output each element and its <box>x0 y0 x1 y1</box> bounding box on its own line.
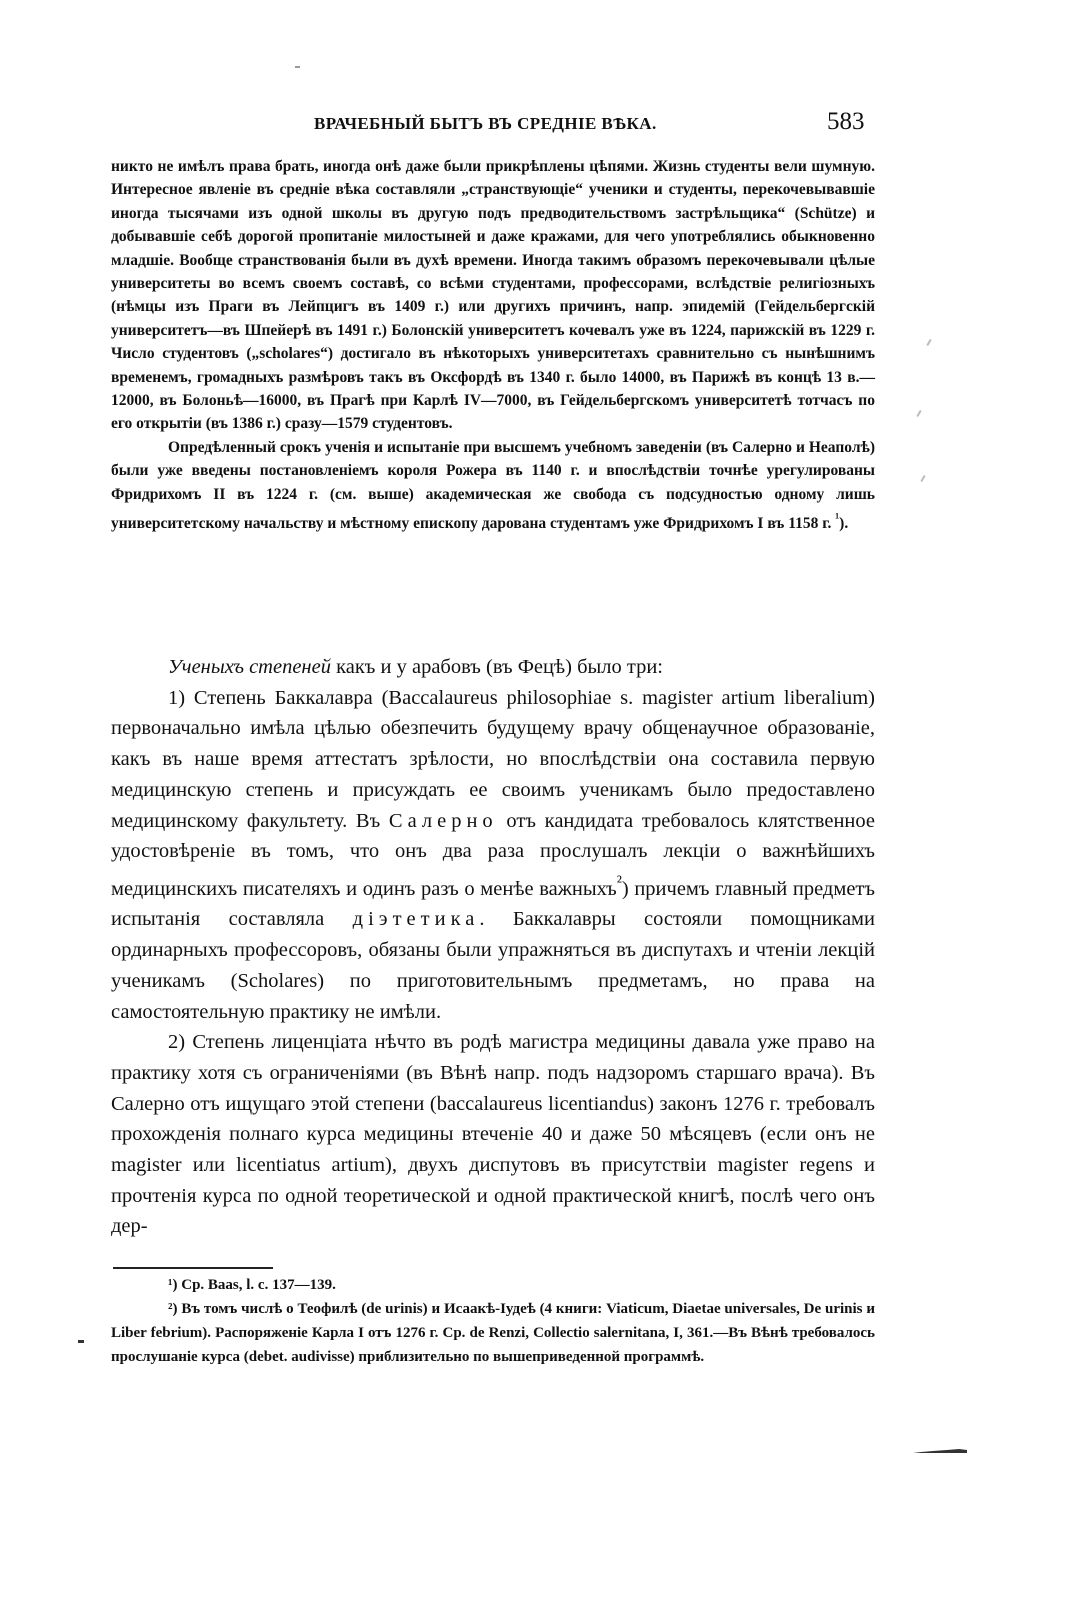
margin-dash-mark <box>78 1340 84 1343</box>
item-1-paragraph: 1) Степень Баккалавра (Baccalaureus philosophiae s. magister artium liberalium) первоначально имѣла цѣлью обезпечить будущему врачу общенаучное образованіе, какъ въ наше время аттестатъ зрѣлости, но впослѣдствіи она составила первую медицинскую степень и присуждать ее своимъ ученикамъ было предоставлено медицинскому факультету. Въ Салерно отъ кандидата требовалось клятственное удостовѣреніе въ томъ, что онъ два раза прослушалъ лекціи о важнѣйшихъ медицинскихъ писателяхъ и одинъ разъ о менѣе важныхъ$^{^2}$) причемъ главный предметъ испытанія составляла діэтетика. Баккалавры состояли помощниками ординарныхъ профессоровъ, обязаны были упражняться въ диспутахъ и чтеніи лекцій ученикамъ (Scholares) по приготовительнымъ предметамъ, но права на самостоятельную практику не имѣли. <box>111 686 875 1023</box>
small-paragraph-1: никто не имѣлъ права брать, иногда онѣ даже были прикрѣплены цѣпями. Жизнь студенты вели шумную. Интересное явленіе въ средніе вѣка составляли „странствующіе“ ученики и студенты, перекочевывавшіе иногда тысячами изъ одной школы въ другую подъ предводительствомъ застрѣльщика“ (Schütze) и добывавшіе себѣ дорогой пропитаніе милостыней и даже кражами, для чего употреблялись обыкновенно младшіе. Вообще странствованія были въ духѣ времени. Иногда такимъ образомъ перекочевывали цѣлые университеты во всемъ своемъ составѣ, со всѣми студентами, профессорами, вслѣдствіе религіозныхъ (нѣмцы изъ Праги въ Лейпцигъ въ 1409 г.) или другихъ причинъ, напр. эпидемій (Гейдельбергскій университетъ—въ Шпейерѣ въ 1491 г.) Болонскій университетъ кочевалъ уже въ 1224, парижскій въ 1229 г. Число студентовъ („scholares“) достигало въ нѣкоторыхъ университетахъ сравнительно съ нынѣшнимъ временемъ, громадныхъ размѣровъ такъ въ Оксфордѣ въ 1340 г. было 14000, въ Парижѣ въ концѣ 13 в.—12000, въ Болоньѣ—16000, въ Прагѣ при Карлѣ IV—7000, въ Гейдельбергскомъ университетѣ тотчасъ по его открытіи (въ 1386 г.) сразу—1579 студентовъ. <box>111 158 875 433</box>
footnote-ref-1: ¹ <box>835 510 840 526</box>
item-1-after-note: причемъ главный предметъ испытанія составляла <box>111 877 875 931</box>
intro-paragraph <box>111 652 875 683</box>
margin-mark-1 <box>926 339 931 346</box>
footnote-1 <box>111 1273 875 1297</box>
footnote-2 <box>111 1297 875 1369</box>
item-1-end: . Баккалавры состояли помощниками ординарныхъ профессоровъ, обязаны были упражняться въ диспутахъ и чтеніи лекцій ученикамъ (Scholares) по приготовительнымъ предметамъ, но права на самостоятельную практику не имѣли. <box>111 908 875 1023</box>
intro-italic: Ученыхъ степеней <box>168 656 331 678</box>
intro-rest: какъ и у арабовъ (въ Фецѣ) было три: <box>330 656 664 678</box>
margin-mark-2 <box>916 410 921 417</box>
footnote-2-text: Въ томъ числѣ о Теофилѣ (de urinis) и Исаакѣ-Іудеѣ (4 книги: Viaticum, Diaetae universales, De urinis и Liber febrium). Распоряженіе Карла I отъ 1276 г. Ср. de Renzi, Collectio salernitana, I, 361.—Въ Вѣнѣ требовалось прослушаніе курса (debet. audivisse) приблизительно по вышеприведенной программѣ. <box>111 1301 875 1365</box>
footnote-1-mark: ¹) <box>168 1277 178 1293</box>
ink-smudge <box>913 1448 967 1454</box>
margin-mark-3 <box>920 475 925 482</box>
item-1-middle: отъ кандидата требовалось клятственное удостовѣреніе въ томъ, что онъ два раза прослушалъ лекціи о важнѣйшихъ медицинскихъ писателяхъ и одинъ разъ о менѣе важныхъ <box>111 809 875 900</box>
page-number: 583 <box>827 108 865 135</box>
footnote-2-mark: ²) <box>168 1301 178 1317</box>
footnote-1-text: Ср. Baas, l. c. 137—139. <box>177 1277 336 1293</box>
item-1-spaced-dietetika: діэтетика <box>352 908 480 931</box>
footnotes-section <box>111 1273 875 1369</box>
main-text-section <box>111 652 875 1242</box>
header-dash-mark <box>295 66 300 68</box>
item-2-paragraph: 2) Степень лиценціата нѣчто въ родѣ магистра медицины давала уже право на практику хотя съ ограниченіями (въ Вѣнѣ напр. подъ надзоромъ старшаго врача). Въ Салерно отъ ищущаго этой степени (baccalaureus licentiandus) законъ 1276 г. требовалъ прохожденія полнаго курса медицины втеченіе 40 и даже 50 мѣсяцевъ (если онъ не magister или licentiatus artium), двухъ диспутовъ въ присутствіи magister regens и прочтенія курса по одной теоретической и одной практической книгѣ, послѣ чего онъ дер- <box>111 1031 875 1238</box>
footnote-rule <box>113 1267 273 1269</box>
item-1-start: 1) Степень Баккалавра (Baccalaureus philosophiae s. magister artium liberalium) первоначально имѣла цѣлью обезпечить будущему врачу общенаучное образованіе, какъ въ наше время аттестатъ зрѣлости, но впослѣдствіи она составила первую медицинскую степень и присуждать ее своимъ ученикамъ было предоставлено медицинскому факультету. Въ <box>111 686 875 832</box>
footnote-ref-2: ² <box>616 871 622 891</box>
small-print-section <box>111 155 875 536</box>
small-paragraph-2-text: Опредѣленный срокъ ученія и испытаніе при высшемъ учебномъ заведеніи (въ Салерно и Неаполѣ) были уже введены постановленіемъ короля Рожера въ 1140 г. и впослѣдствіи точнѣе урегулированы Фридрихомъ II въ 1224 г. (см. выше) академическая же свобода съ подсудностью одному лишь университетскому начальству и мѣстному епископу дарована студентамъ уже Фридрихомъ I въ 1158 г. <box>111 438 875 533</box>
small-paragraph-2: Опредѣленный срокъ ученія и испытаніе при высшемъ учебномъ заведеніи (въ Салерно и Неаполѣ) были уже введены постановленіемъ короля Рожера въ 1140 г. и впослѣдствіи точнѣе урегулированы Фридрихомъ II въ 1224 г. (см. выше) академическая же свобода съ подсудностью одному лишь университетскому начальству и мѣстному епископу дарована студентамъ уже Фридрихомъ I въ 1158 г. $^{^1}$). <box>111 438 875 533</box>
item-1-spaced-salerno: Салерно <box>388 809 498 832</box>
running-head: ВРАЧЕБНЫЙ БЫТЪ ВЪ СРЕДНІЕ ВѢКА. <box>314 114 657 133</box>
